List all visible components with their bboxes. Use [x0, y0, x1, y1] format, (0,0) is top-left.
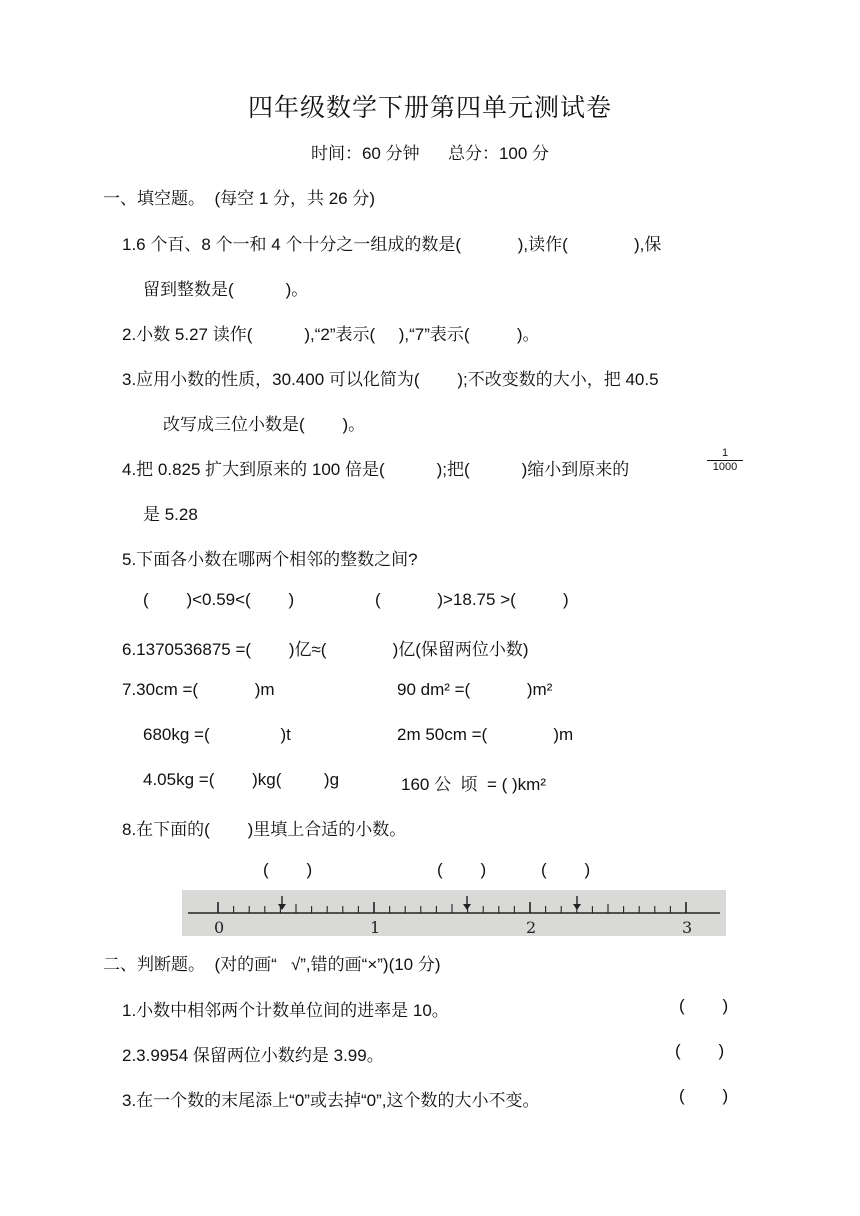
question-3-line1: 3.应用小数的性质，30.400 可以化简为( );不改变数的大小，把 40.5 [122, 370, 659, 389]
question-1-line1: 1.6 个百、8 个一和 4 个十分之一组成的数是( ),读作( ),保 [122, 235, 662, 254]
question-7-e: 4.05kg =( )kg( )g [143, 770, 340, 789]
question-4-line1: 4.把 0.825 扩大到原来的 100 倍是( );把( )缩小到原来的 [122, 460, 630, 479]
question-5-part-b: ( )>18.75 >( ) [375, 590, 569, 609]
question-7-f: 160 公 顷 = ( )km² [401, 775, 546, 794]
question-2: 2.小数 5.27 读作( ),“2”表示( ),“7”表示( )。 [122, 325, 540, 344]
page-title: 四年级数学下册第四单元测试卷 [247, 93, 612, 122]
question-1-line2: 留到整数是( )。 [143, 280, 309, 299]
judge-item-1: 1.小数中相邻两个计数单位间的进率是 10。 [122, 1001, 449, 1020]
ruler-label-0: 0 [214, 918, 225, 936]
question-5: 5.下面各小数在哪两个相邻的整数之间? [122, 550, 418, 569]
judge-answer-blank-1: ( ) [679, 996, 729, 1015]
ruler-label-3: 3 [682, 918, 693, 936]
question-7-d: 2m 50cm =( )m [397, 725, 574, 744]
question-8: 8.在下面的( )里填上合适的小数。 [122, 820, 407, 839]
section2-heading: 二、判断题。 (对的画“ √”,错的画“×”)(10 分) [103, 955, 441, 974]
question-7-c: 680kg =( )t [143, 725, 291, 744]
judge-item-2: 2.3.9954 保留两位小数约是 3.99。 [122, 1046, 384, 1065]
ruler-label-2: 2 [526, 918, 537, 936]
ruler-label-1: 1 [370, 918, 381, 936]
number-line-ruler [182, 890, 726, 936]
judge-answer-blank-3: ( ) [679, 1086, 729, 1105]
ruler-blank-1: ( ) [263, 860, 313, 879]
ruler-blank-3: ( ) [541, 860, 591, 879]
question-5-part-a: ( )<0.59<( ) [143, 590, 295, 609]
exam-info: 时间：60 分钟 总分：100 分 [310, 144, 550, 163]
fraction-one-thousandth [707, 447, 743, 474]
question-7-a: 7.30cm =( )m [122, 680, 275, 699]
question-3-line2: 改写成三位小数是( )。 [163, 415, 366, 434]
question-6: 6.1370536875 =( )亿≈( )亿(保留两位小数) [122, 640, 529, 659]
section1-heading: 一、填空题。 (每空 1 分，共 26 分) [103, 189, 376, 208]
judge-item-3: 3.在一个数的末尾添上“0”或去掉“0”,这个数的大小不变。 [122, 1091, 540, 1110]
question-4-line2: 是 5.28 [143, 505, 198, 524]
ruler-blank-2: ( ) [437, 860, 487, 879]
fraction-denominator: 1000 [712, 461, 738, 473]
question-7-b: 90 dm² =( )m² [397, 680, 553, 699]
fraction-numerator: 1 [707, 447, 743, 461]
judge-answer-blank-2: ( ) [675, 1041, 725, 1060]
